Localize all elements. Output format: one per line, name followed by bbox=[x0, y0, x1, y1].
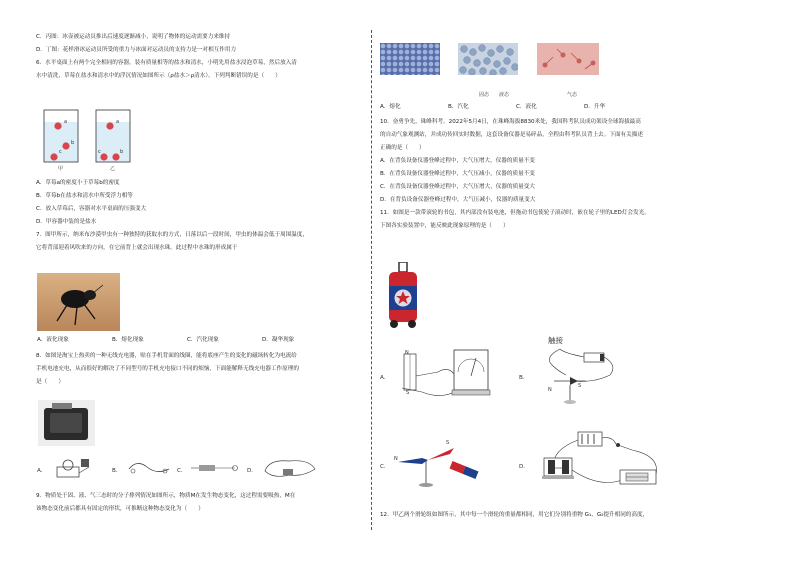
q12-stem-line1: 12．甲乙两个滑轮组如图所示，其中每一个滑轮的重量都相同，用它们分别将重物 G₁、G₂提升相同的高度， bbox=[380, 512, 649, 518]
q9-stem-line1: 9．物质处于固、液、气三态时的分子排列情况如图所示，物质M在发生物态变化，这过程需要吸热，M在 bbox=[36, 493, 296, 499]
q7-option-c: C．汽化现象 bbox=[187, 337, 219, 343]
left-column-q8 bbox=[36, 353, 366, 392]
q11-option-d: D． bbox=[519, 464, 529, 470]
q7-beetle-photo bbox=[37, 273, 120, 331]
q6-label-jia: 甲 bbox=[58, 166, 64, 172]
q6-label-yi: 乙 bbox=[110, 166, 116, 172]
q6-stem-line1: 6．水平桌面上有两个完全相同的容器，装有质量相等的盐水和清水，小明先用盐水浸泡草莓，然后放入清 bbox=[36, 60, 297, 66]
q8-charger-photo bbox=[38, 400, 95, 446]
q6-option-c: C．放入草莓后，容器对水平桌面的压强变大 bbox=[36, 206, 147, 212]
q7-stem-line1: 7．图甲所示，纳米布沙漠甲虫有一种独特的获取水的方式，日落以后一段时间，甲虫的体温会低于周围温度， bbox=[36, 232, 309, 238]
q7-option-b: B．熔化现象 bbox=[112, 337, 144, 343]
left-column bbox=[36, 34, 366, 86]
q6-option-d: D．甲容器中装的是盐水 bbox=[36, 219, 97, 225]
q6b-label-b: b bbox=[120, 149, 124, 155]
q10-option-a: A．在背负设备仪器登峰过程中，大气压增大，仪器的质量不变 bbox=[380, 158, 535, 164]
q11a-label-n: N bbox=[405, 350, 409, 356]
q6-label-b: b bbox=[71, 140, 75, 146]
q8-options bbox=[37, 455, 337, 485]
q6-option-b: B．草莓b在盐水和清水中所受浮力相等 bbox=[36, 193, 133, 199]
q8-stem-line3: 是（ ） bbox=[36, 379, 64, 385]
column-divider bbox=[371, 30, 372, 530]
q6-option-a: A．草莓a的密度小于草莓b的密度 bbox=[36, 180, 120, 186]
q11b-label-n: N bbox=[548, 387, 552, 393]
q6-label-a: a bbox=[64, 119, 68, 125]
q11b-touch-label: 触接 bbox=[548, 336, 563, 345]
q9-option-b: B．汽化 bbox=[448, 104, 469, 110]
gas-caption: 气态 bbox=[567, 92, 578, 98]
gas-state-image bbox=[537, 43, 599, 75]
q8-diagram-c bbox=[187, 457, 242, 481]
q8-stem-line2: 手机电池充电，从而很好的解决了不同型号的手机充电接口不同的烦恼，下面能解释无线充电器工作原理的 bbox=[36, 366, 299, 372]
liquid-caption: 液态 bbox=[499, 92, 510, 98]
q11-diagram-b bbox=[534, 335, 624, 407]
q10-stem-line2: 的自动气象观测站，并成功传回实时数据，这套设备仪器是易碎品，全程由科考队员背上去。下面有关描述 bbox=[380, 132, 643, 138]
q6-label-c: c bbox=[59, 149, 62, 155]
q7-option-a: A．液化现象 bbox=[37, 337, 69, 343]
q8-stem-line1: 8．如图是淘宝上热卖的一种无线充电器，贴在手机背面的线圈，能将底座产生的变化的磁场转化为电流给 bbox=[36, 353, 297, 359]
q7-options bbox=[37, 337, 337, 344]
q10-stem-line3: 正确的是（ ） bbox=[380, 145, 425, 151]
q11-diagram-a bbox=[392, 346, 502, 402]
q11b-label-s: S bbox=[578, 383, 582, 389]
q11-diagram-c bbox=[392, 440, 482, 490]
q11-stem-line1: 11．如图是一款带滚轮的书包，其内部没有装电池，但拖动书包使轮子滚动时，嵌在轮子里的LED灯会发光。 bbox=[380, 210, 650, 216]
q11-option-c: C． bbox=[380, 464, 390, 470]
q10-stem-line1: 10．奋勇争先，珠峰科考。2022年5月4日，在珠峰海拔8830米处，我国科考队员成功架设全球海拔最高 bbox=[380, 119, 641, 125]
q6-strawberry-figure bbox=[40, 106, 140, 172]
q9-option-d: D．升华 bbox=[584, 104, 606, 110]
q9-option-c: C．液化 bbox=[516, 104, 537, 110]
q7-option-d: D．凝华现象 bbox=[262, 337, 295, 343]
right-column-q12 bbox=[380, 512, 760, 525]
q6b-label-c: c bbox=[98, 149, 101, 155]
q8-option-a: A． bbox=[37, 468, 47, 474]
q9-option-a: A．熔化 bbox=[380, 104, 401, 110]
q5-option-d: D．丁图：花样滑冰运动员所受的重力与冰面对运动员的支持力是一对相互作用力 bbox=[36, 47, 237, 53]
q8-diagram-a bbox=[47, 455, 97, 483]
q8-option-c: C． bbox=[177, 468, 187, 474]
q6b-label-a: a bbox=[116, 119, 120, 125]
q5-option-c: C．丙图：冰壶被运动员推出后速度逐渐减小，说明了物体的运动需要力来维持 bbox=[36, 34, 231, 40]
left-column-q6-options bbox=[36, 180, 366, 258]
solid-state-image bbox=[380, 43, 440, 75]
q11-option-a: A． bbox=[380, 375, 390, 381]
q6-stem-line2: 水中清洗，草莓在盐水和清水中的浮沉情况如图所示（ρ盐水＞ρ清水）。下列判断错误的是（ ） bbox=[36, 73, 281, 79]
solid-caption: 固态 bbox=[479, 92, 490, 98]
q8-option-d: D． bbox=[247, 468, 257, 474]
q8-diagram-b bbox=[125, 457, 175, 481]
liquid-state-image bbox=[458, 43, 518, 75]
q9-stem-line2: 该物态变化前后都具有固定的形状，可推断这种物态变化为（ ） bbox=[36, 506, 204, 512]
q9-options bbox=[380, 104, 760, 111]
q11c-label-n: N bbox=[394, 456, 398, 462]
q10-option-d: D．在背负设备仪器登峰过程中，大气压减小，仪器的质量变大 bbox=[380, 197, 536, 203]
left-column-q9 bbox=[36, 493, 366, 519]
q7-stem-line2: 它将背部迎着风吹来的方向，在它前背上就会出现水珠。此过程中水珠的形成属于 bbox=[36, 245, 238, 251]
q11a-label-s: S bbox=[406, 390, 410, 396]
q10-option-b: B．在背负设备仪器登峰过程中，大气压减小，仪器的质量不变 bbox=[380, 171, 535, 177]
right-column-q10 bbox=[380, 119, 760, 236]
q11-option-b: B． bbox=[519, 375, 529, 381]
q11-stem-line2: 下图各实验装置中，能反映此现象原理的是（ ） bbox=[380, 223, 509, 229]
q11-backpack-image bbox=[385, 262, 421, 330]
q8-diagram-d bbox=[259, 455, 324, 483]
q11-diagram-d bbox=[532, 430, 667, 502]
q11c-label-s: S bbox=[446, 440, 450, 446]
q10-option-c: C．在背负设备仪器登峰过程中，大气压增大，仪器的质量变大 bbox=[380, 184, 535, 190]
q8-option-b: B． bbox=[112, 468, 122, 474]
